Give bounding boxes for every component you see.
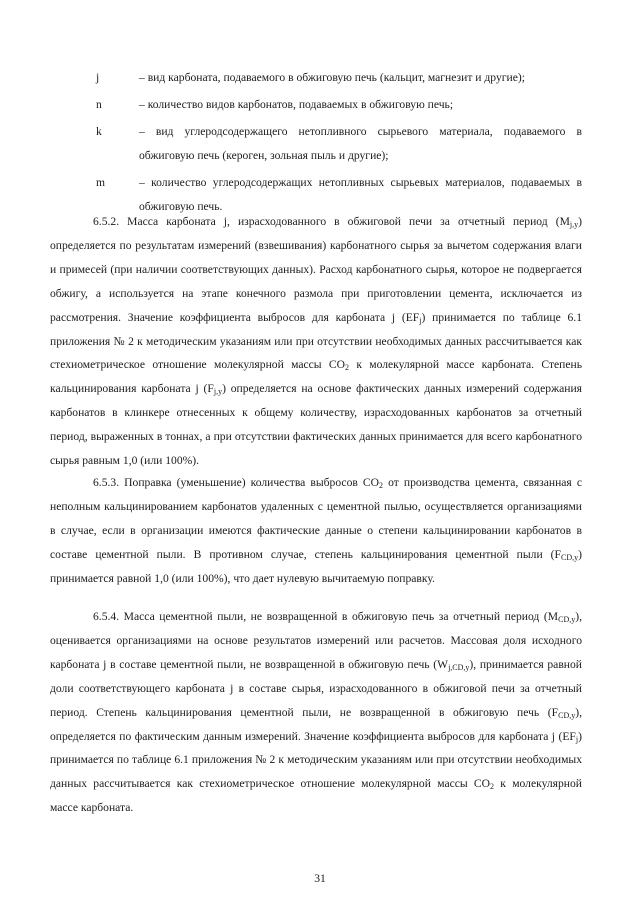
- subscript: CD,y: [558, 710, 576, 720]
- paragraph-6-5-3: [50, 471, 582, 591]
- subscript: j,y: [569, 220, 579, 229]
- definition-symbol: k: [96, 125, 102, 138]
- text-run: ) принимается по таблице 6.1 приложения № 2 к методическим указаниям или при отсутствии необходимых данных рассчитывается как стехиометрическое отношение молекулярной массы CO: [50, 729, 582, 791]
- definition-text: – количество углеродсодержащих нетопливных сырьевых материалов, подаваемых в обжиговую печь.: [139, 176, 582, 213]
- definition-item: [0, 93, 640, 117]
- definition-item: [0, 120, 640, 168]
- definition-text: – вид карбоната, подаваемого в обжиговую печь (кальцит, магнезит и другие);: [139, 71, 525, 84]
- text-run: ) принимается равной 1,0 (или 100%), что дает нулевую вычитаемую поправку.: [50, 547, 582, 585]
- subscript: j: [419, 315, 422, 325]
- subscript: 2: [490, 782, 495, 792]
- text-run: ) принимается по таблице 6.1 приложения № 2 к методическим указаниям или при отсутствии необходимых данных рассчитывается как стехиометрическое отношение молекулярной массы CO: [50, 310, 582, 372]
- text-run: ) определяется по результатам измерений (взвешивания) карбонатного сырья за вычетом содержания влаги и примесей (при наличии соответствующих данных). Расход карбонатного сырья, которое не подвергается обжигу, а используется на этапе конечного размола при приготовлении цемента, исключается из рассмотрения. Значение коэффициента выбросов для карбоната j (EF: [50, 215, 582, 324]
- subscript: CD,y: [558, 615, 576, 624]
- paragraph-6-5-2: [50, 210, 582, 473]
- text-run: к молекулярной массе карбоната. Степень кальцинирования карбоната j (F: [50, 358, 583, 396]
- subscript: CD,y: [561, 552, 579, 562]
- subscript: 2: [345, 363, 349, 373]
- definitions-list: [0, 66, 640, 222]
- text-run: от производства цемента, связанная с неполным кальцинированием карбонатов удаленных с цементной пылью, осуществляется организациями в случае, если в организации имеются фактические данные о степени кальцинировании карбонатов в составе цементной пыли. В противном случае, степень кальцинирования цементной пыли (F: [50, 476, 582, 561]
- text-run: 6.5.2. Масса карбоната j, израсходованного в обжиговой печи за отчетный период (M: [93, 215, 570, 228]
- definition-text: – вид углеродсодержащего нетопливного сырьевого материала, подаваемого в обжиговую печь (кероген, зольная пыль и другие);: [139, 125, 582, 162]
- text-run: ), определяется по фактическим данным измерений. Значение коэффициента выбросов для карбоната j (EF: [50, 705, 582, 743]
- text-run: к молекулярной массе карбоната.: [50, 777, 582, 815]
- paragraph-6-5-4: [50, 605, 582, 820]
- definition-symbol: m: [96, 176, 106, 189]
- text-run: ), принимается равной доли соответствующего карбоната j в составе сырья, израсходованного в обжиговой печи за отчетный период. Степень кальцинирования цементной пыли, не возвращенной в обжиговую печь (F: [50, 657, 582, 719]
- subscript: j,y: [213, 387, 223, 397]
- definition-item: [0, 66, 640, 90]
- subscript: j,CD,y: [448, 662, 470, 672]
- text-run: ), оценивается организациями на основе результатов измерений или расчетов. Массовая доля исходного карбоната j в составе цементной пыли, не возвращенной в обжиговую печь (W: [50, 610, 582, 671]
- definition-symbol: j: [96, 71, 100, 84]
- subscript: 2: [379, 481, 384, 490]
- subscript: j: [575, 734, 579, 744]
- text-run: ) определяется на основе фактических данных измерений содержания карбонатов в клинкере отнесенных к общему количеству, израсходованных карбонатов за отчетный период, выраженных в тоннах, а при отсутствии фактических данных принимается для всего карбонатного сырья равным 1,0 (или 100%).: [50, 382, 582, 468]
- definition-text: – количество видов карбонатов, подаваемых в обжиговую печь;: [139, 98, 454, 111]
- definition-symbol: n: [96, 98, 102, 111]
- text-run: 6.5.4. Масса цементной пыли, не возвращенной в обжиговую печь за отчетный период (M: [93, 610, 559, 623]
- page-number: 31: [314, 872, 326, 885]
- text-run: 6.5.3. Поправка (уменьшение) количества выбросов CO: [93, 476, 380, 489]
